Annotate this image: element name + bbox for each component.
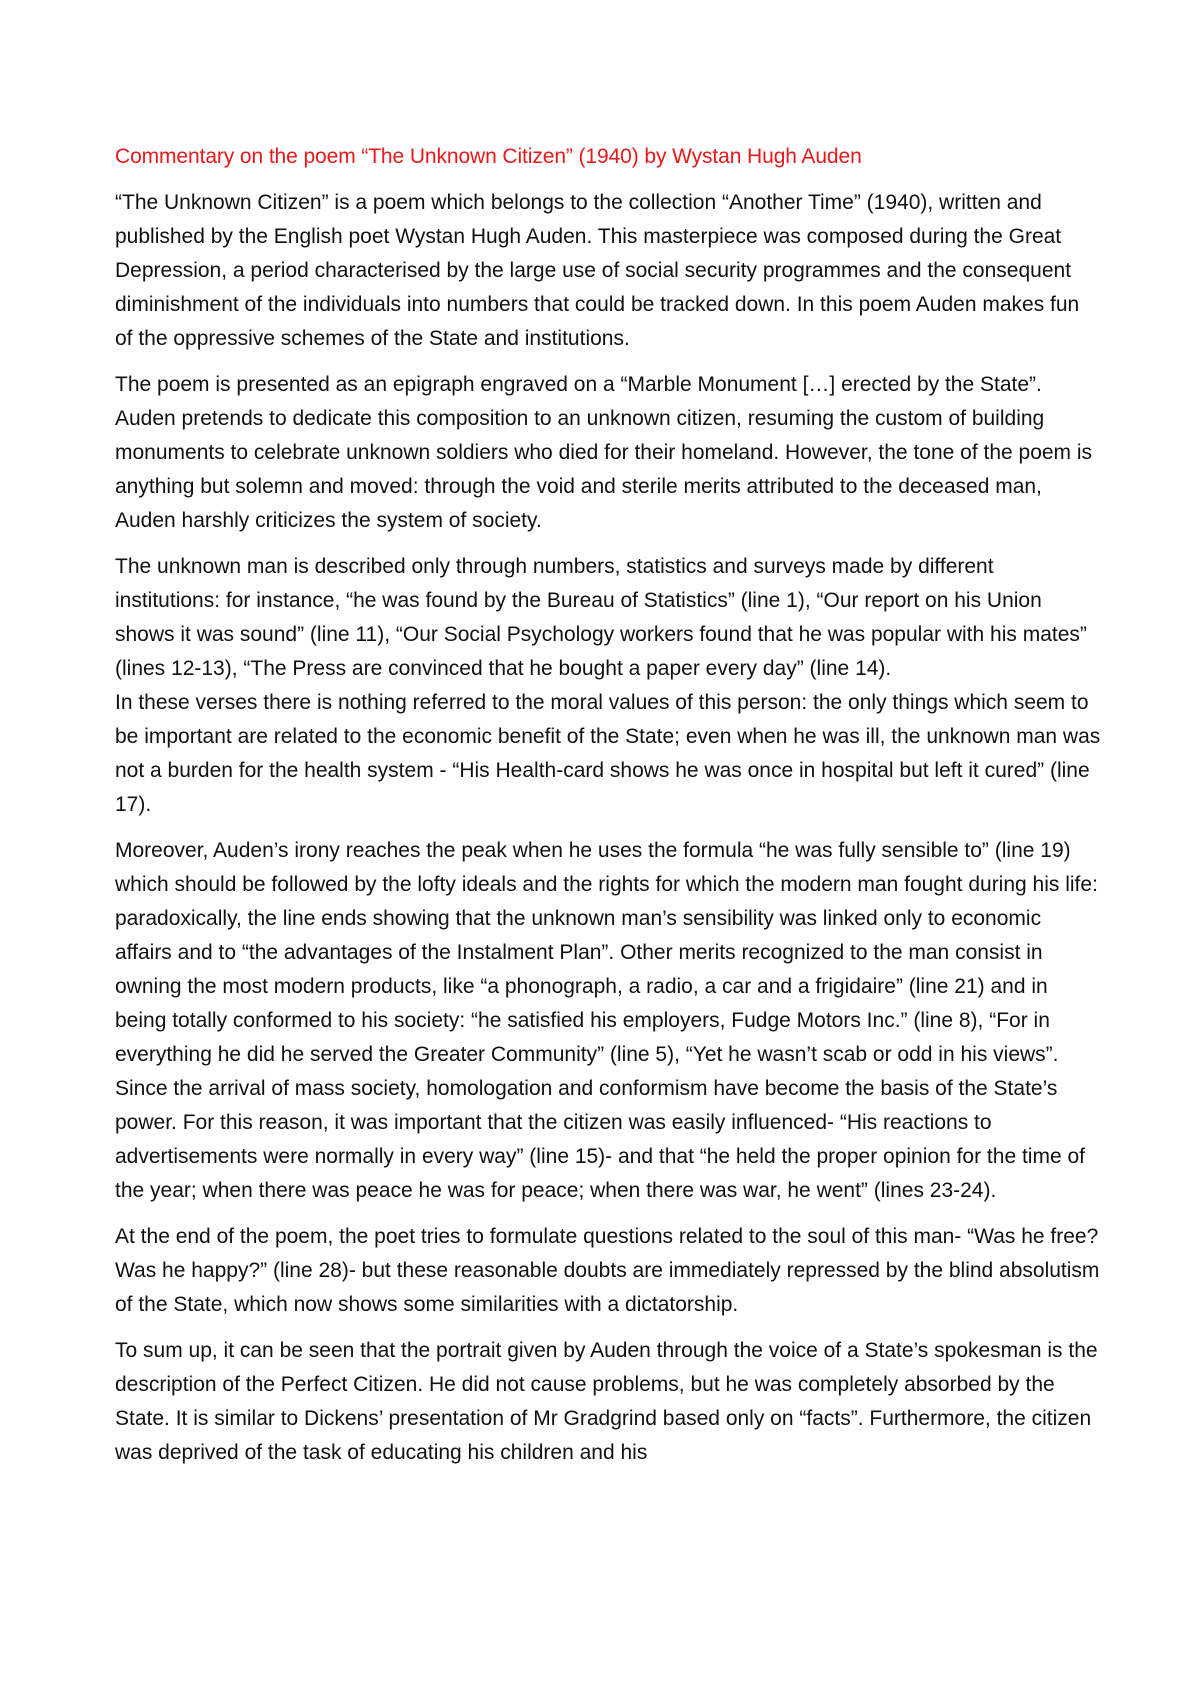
paragraph-irony: Moreover, Auden’s irony reaches the peak when he uses the formula “he was fully sensible to” (line 19) which should be followed by the lofty ideals and the rights for which the modern man fought during his life: paradoxically, the line ends showing that the unknown man’s sensibility was linked only to economic affairs and to “the advantages of the Instalment Plan”. Other merits recognized to the man consist in owning the most modern products, like “a phonograph, a radio, a car and a frigidaire” (line 21) and in being totally conformed to his society: “he satisfied his employers, Fudge Motors Inc.” (line 8), “For in everything he did he served the Greater Community” (line 5), “Yet he wasn’t scab or odd in his views”. Since the arrival of mass society, homologation and conformism have become the basis of the State’s power. For this reason, it was important that the citizen was easily influenced- “His reactions to advertisements were normally in every way” (line 15)- and that “he held the proper opinion for the time of the year; when there was peace he was for peace; when there was war, he went” (lines 23-24). bbox=[115, 839, 1098, 1202]
document-body bbox=[115, 140, 1101, 1482]
paragraph-moral-values: In these verses there is nothing referred to the moral values of this person: the only things which seem to be important are related to the economic benefit of the State; even when he was ill, the unknown man was not a burden for the health system - “His Health-card shows he was once in hospital but left it cured” (line 17). bbox=[115, 691, 1101, 816]
paragraph-epigraph: The poem is presented as an epigraph engraved on a “Marble Monument […] erected by the State”. Auden pretends to dedicate this composition to an unknown citizen, resuming the custom of building monuments to celebrate unknown soldiers who died for their homeland. However, the tone of the poem is anything but solemn and moved: through the void and sterile merits attributed to the deceased man, Auden harshly criticizes the system of society. bbox=[115, 373, 1093, 532]
paragraph-conclusion: To sum up, it can be seen that the portrait given by Auden through the voice of a State’s spokesman is the description of the Perfect Citizen. He did not cause problems, but he was completely absorbed by the State. It is similar to Dickens’ presentation of Mr Gradgrind based only on “facts”. Furthermore, the citizen was deprived of the task of educating his children and his bbox=[115, 1339, 1098, 1464]
paragraph-questions: At the end of the poem, the poet tries to formulate questions related to the soul of this man- “Was he free? Was he happy?” (line 28)- but these reasonable doubts are immediately repressed by the blind absolutism of the State, which now shows some similarities with a dictatorship. bbox=[115, 1225, 1100, 1316]
paragraph-statistics: The unknown man is described only through numbers, statistics and surveys made by different institutions: for instance, “he was found by the Bureau of Statistics” (line 1), “Our report on his Union shows it was sound” (line 11), “Our Social Psychology workers found that he was popular with his mates” (lines 12-13), “The Press are convinced that he bought a paper every day” (line 14). bbox=[115, 555, 1087, 680]
document-title: Commentary on the poem “The Unknown Citizen” (1940) by Wystan Hugh Auden bbox=[115, 145, 862, 168]
paragraph-introduction: “The Unknown Citizen” is a poem which belongs to the collection “Another Time” (1940), written and published by the English poet Wystan Hugh Auden. This masterpiece was composed during the Great Depression, a period characterised by the large use of social security programmes and the consequent diminishment of the individuals into numbers that could be tracked down. In this poem Auden makes fun of the oppressive schemes of the State and institutions. bbox=[115, 191, 1080, 350]
